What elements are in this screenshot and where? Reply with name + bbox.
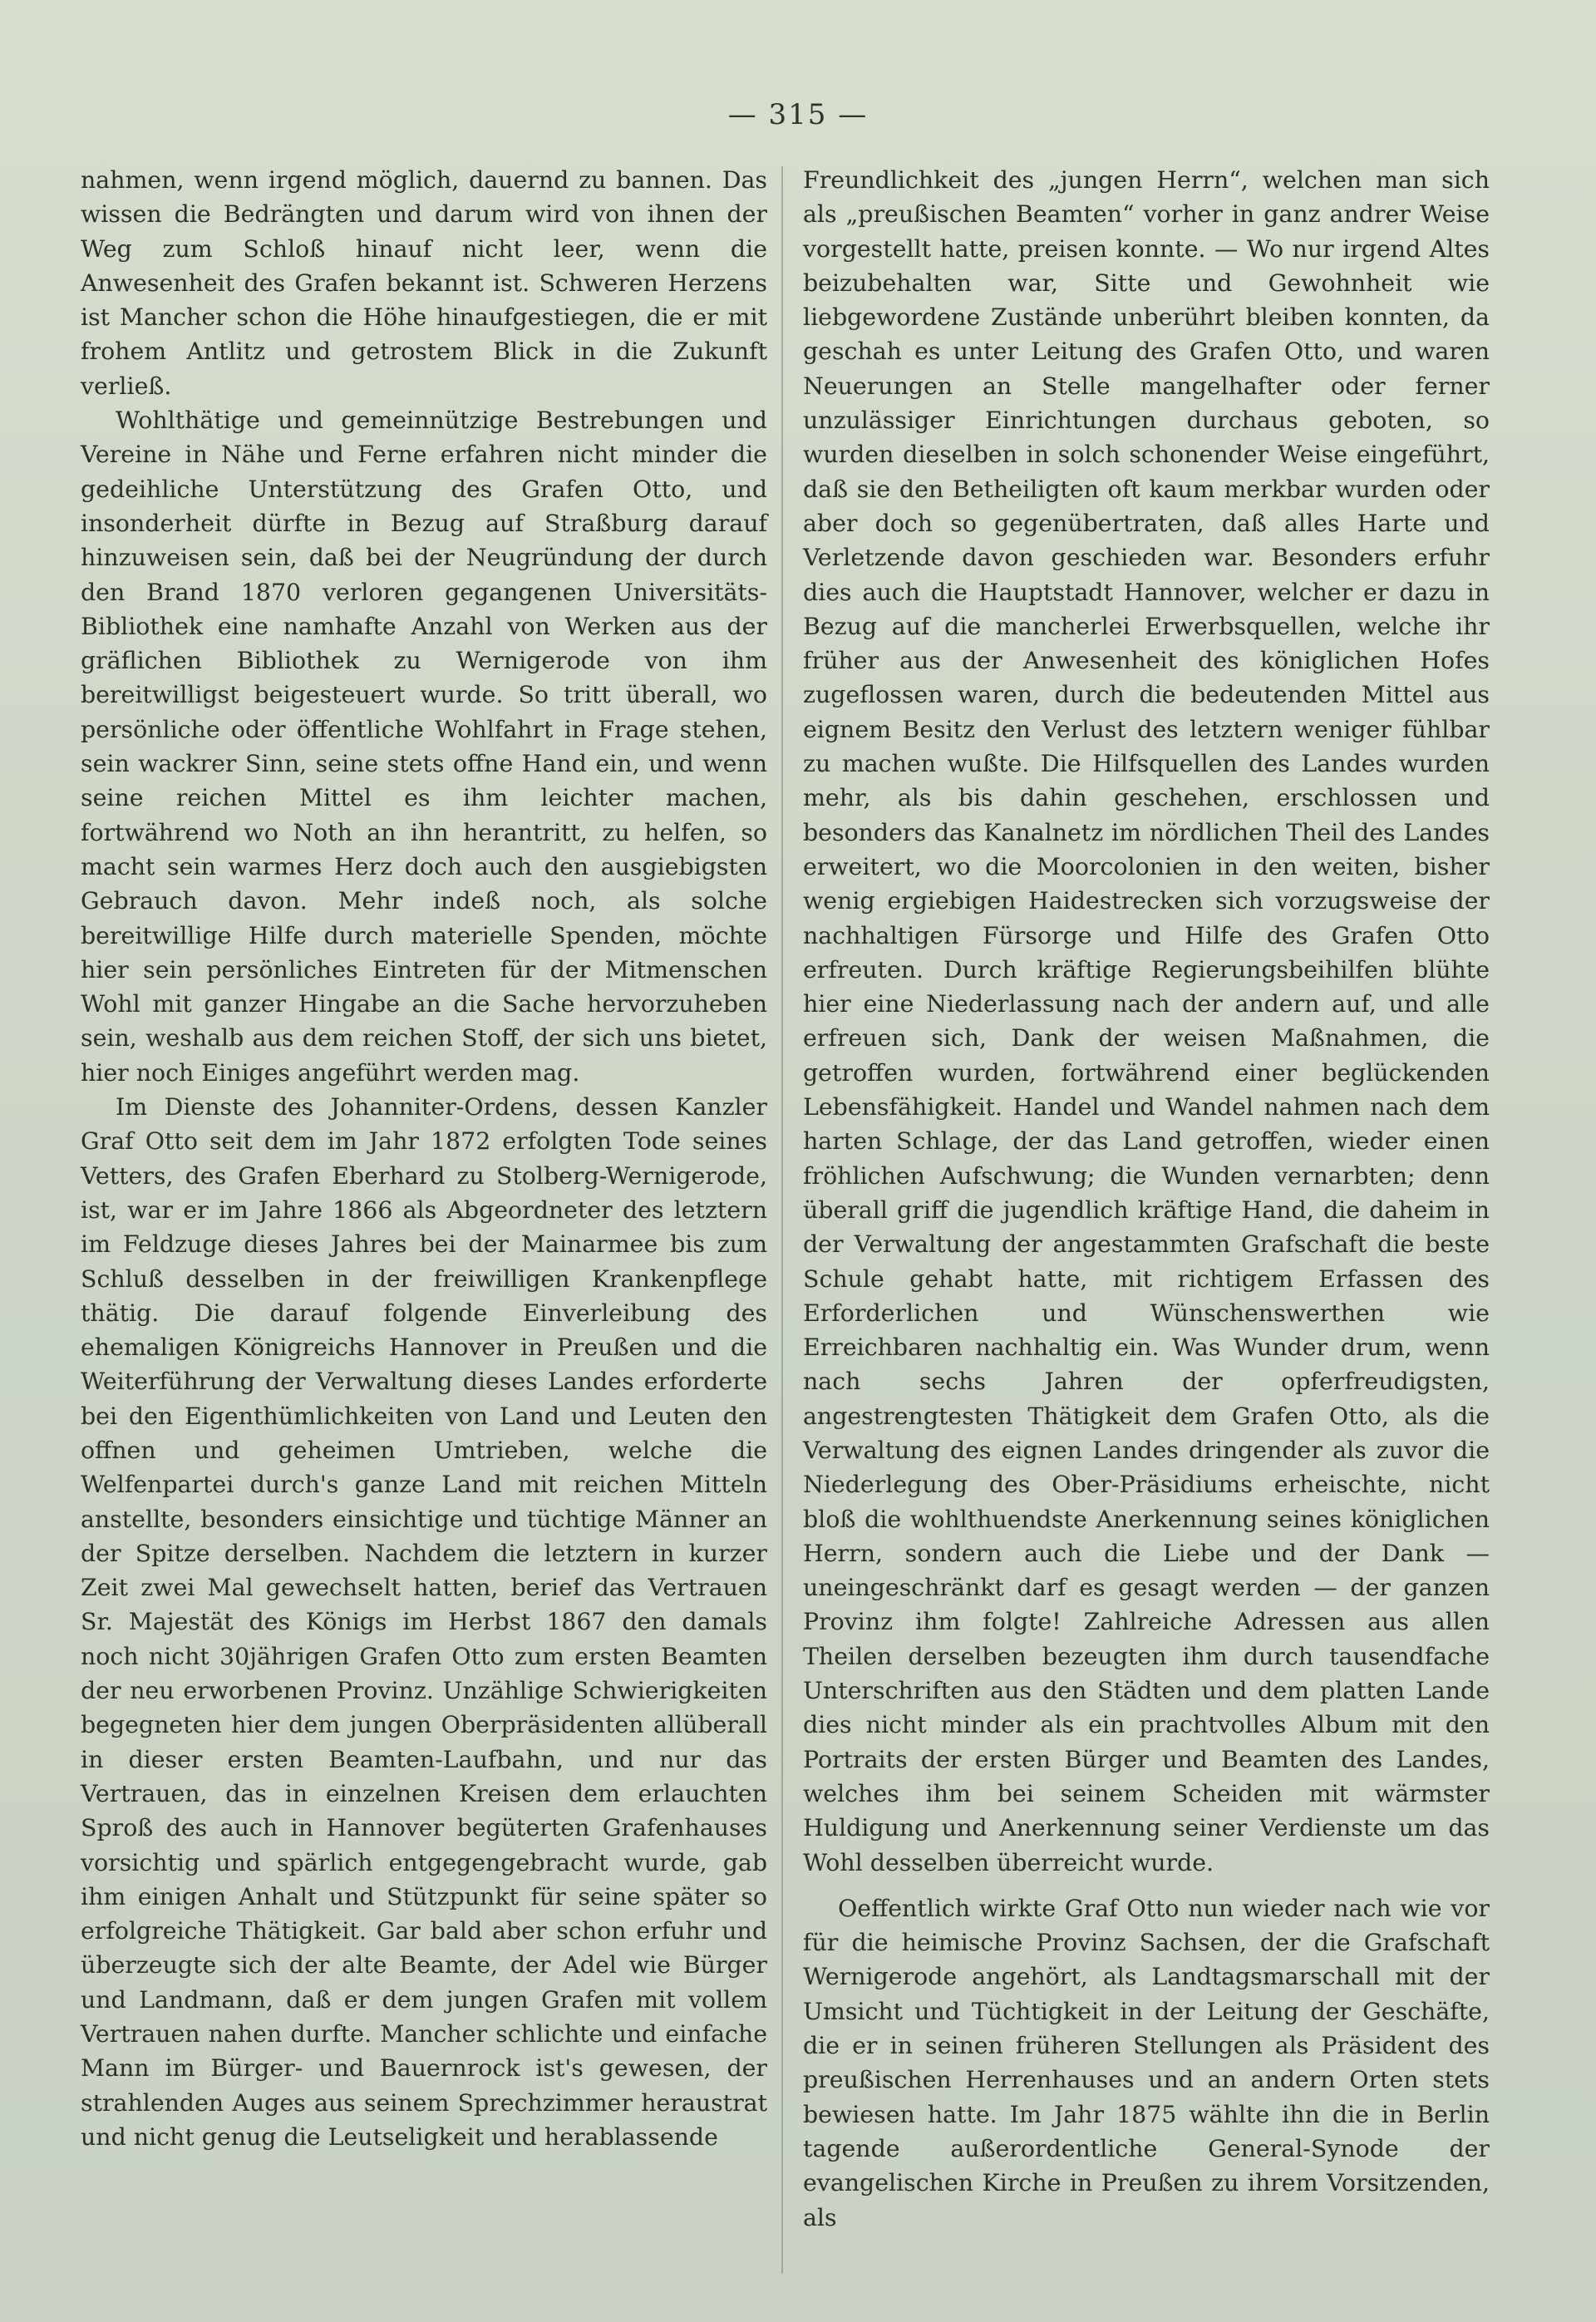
paragraph: Im Dienste des Johanniter-Ordens, dessen Kanzler Graf Otto seit dem im Jahr 1872 erfolgten Tode seines Vetters, des Grafen Eberhard zu Stolberg-Wernigerode, ist, war er im Jahre 1866 als Abgeordneter des letztern im Feldzuge dieses Jahres bei der Mainarmee bis zum Schluß desselben in der freiwilligen Krankenpflege thätig. Die darauf folgende Einverleibung des ehemaligen Königreichs Hannover in Preußen und die Weiterführung der Verwaltung dieses Landes erforderte bei den Eigenthümlichkeiten von Land und Leuten den offnen und geheimen Umtrieben, welche die Welfenpartei durch's ganze Land mit reichen Mitteln anstellte, besonders einsichtige und tüchtige Männer an der Spitze derselben. Nachdem die letztern in kurzer Zeit zwei Mal gewechselt hatten, berief das Vertrauen Sr. Majestät des Königs im Herbst 1867 den damals noch nicht 30jährigen Grafen Otto zum ersten Beamten der neu erworbenen Provinz. Unzählige Schwierigkeiten begegneten hier dem jungen Oberpräsidenten allüberall in dieser ersten Beamten-Laufbahn, und nur das Vertrauen, das in einzelnen Kreisen dem erlauchten Sproß des auch in Hannover begüterten Grafenhauses vorsichtig und spärlich entgegengebracht wurde, gab ihm einigen Anhalt und Stützpunkt für seine später so erfolgreiche Thätigkeit. Gar bald aber schon erfuhr und überzeugte sich der alte Beamte, der Adel wie Bürger und Landmann, daß er dem jungen Grafen mit vollem Vertrauen nahen durfte. Mancher schlichte und einfache Mann im Bürger- und Bauernrock ist's gewesen, der strahlenden Auges aus seinem Sprechzimmer heraustrat und nicht genug die Leutseligkeit und herablassende [81,1093,767,2151]
column-divider [781,166,783,2274]
paragraph: nahmen, wenn irgend möglich, dauernd zu bannen. Das wissen die Bedrängten und darum wird von ihnen der Weg zum Schloß hinauf nicht leer, wenn die Anwesenheit des Grafen bekannt ist. Schweren Herzens ist Mancher schon die Höhe hinaufgestiegen, die er mit frohem Antlitz und getrostem Blick in die Zukunft verließ. [81,166,767,400]
right-column [803,163,1490,2235]
left-column [81,163,767,2154]
paragraph: Wohlthätige und gemeinnützige Bestrebungen und Vereine in Nähe und Ferne erfahren nicht minder die gedeihliche Unterstützung des Grafen Otto, und insonderheit dürfte in Bezug auf Straßburg darauf hinzuweisen sein, daß bei der Neugründung der durch den Brand 1870 verloren gegangenen Universitäts-Bibliothek eine namhafte Anzahl von Werken aus der gräflichen Bibliothek zu Wernigerode von ihm bereitwilligst beigesteuert wurde. So tritt überall, wo persönliche oder öffentliche Wohlfahrt in Frage stehen, sein wackrer Sinn, seine stets offne Hand ein, und wenn seine reichen Mittel es ihm leichter machen, fortwährend wo Noth an ihn herantritt, zu helfen, so macht sein warmes Herz doch auch den ausgiebigsten Gebrauch davon. Mehr indeß noch, als solche bereitwillige Hilfe durch materielle Spenden, möchte hier sein persönliches Eintreten für der Mitmenschen Wohl mit ganzer Hingabe an die Sache hervorzuheben sein, weshalb aus dem reichen Stoff, der sich uns bietet, hier noch Einiges angeführt werden mag. [81,407,767,1087]
paragraph: Freundlichkeit des „jungen Herrn“, welchen man sich als „preußischen Beamten“ vorher in ganz andrer Weise vorgestellt hatte, preisen konnte. — Wo nur irgend Altes beizubehalten war, Sitte und Gewohnheit wie liebgewordene Zustände unberührt bleiben konnten, da geschah es unter Leitung des Grafen Otto, und waren Neuerungen an Stelle mangelhafter oder ferner unzulässiger Einrichtungen durchaus geboten, so wurden dieselben in solch schonender Weise eingeführt, daß sie den Betheiligten oft kaum merkbar wurden oder aber doch so gegenübertraten, daß alles Harte und Verletzende davon geschieden war. Besonders erfuhr dies auch die Hauptstadt Hannover, welcher er dazu in Bezug auf die mancherlei Erwerbsquellen, welche ihr früher aus der Anwesenheit des königlichen Hofes zugeflossen waren, durch die bedeutenden Mittel aus eignem Besitz den Verlust des letztern weniger fühlbar zu machen wußte. Die Hilfsquellen des Landes wurden mehr, als bis dahin geschehen, erschlossen und besonders das Kanalnetz im nördlichen Theil des Landes erweitert, wo die Moorcolonien in den weiten, bisher wenig ergiebigen Haidestrecken sich vorzugsweise der nachhaltigen Fürsorge und Hilfe des Grafen Otto erfreuten. Durch kräftige Regierungsbeihilfen blühte hier eine Niederlassung nach der andern auf, und alle erfreuen sich, Dank der weisen Maßnahmen, die getroffen wurden, fortwährend einer beglückenden Lebensfähigkeit. Handel und Wandel nahmen nach dem harten Schlage, der das Land getroffen, wieder einen fröhlichen Aufschwung; die Wunden vernarbten; denn überall griff die jugendlich kräftige Hand, die daheim in der Verwaltung der angestammten Grafschaft die beste Schule gehabt hatte, mit richtigem Erfassen des Erforderlichen und Wünschenswerthen wie Erreichbaren nachhaltig ein. Was Wunder drum, wenn nach sechs Jahren der opferfreudigsten, angestrengtesten Thätigkeit dem Grafen Otto, als die Verwaltung des eignen Landes dringender als zuvor die Niederlegung des Ober-Präsidiums erheischte, nicht bloß die wohlthuendste Anerkennung seines königlichen Herrn, sondern auch die Liebe und der Dank — uneingeschränkt darf es gesagt werden — der ganzen Provinz ihm folgte! Zahlreiche Adressen aus allen Theilen derselben bezeugten ihm durch tausendfache Unterschriften aus den Städten und dem platten Lande dies nicht minder als ein prachtvolles Album mit den Portraits der ersten Bürger und Beamten des Landes, welches ihm bei seinem Scheiden mit wärmster Huldigung und Anerkennung seiner Verdienste um das Wohl desselben überreicht wurde. [803,166,1490,1876]
paragraph: Oeffentlich wirkte Graf Otto nun wieder nach wie vor für die heimische Provinz Sachsen, der die Grafschaft Wernigerode angehört, als Landtagsmarschall mit der Umsicht und Tüchtigkeit in der Leitung der Geschäfte, die er in seinen früheren Stellungen als Präsident des preußischen Herrenhauses und an andern Orten stets bewiesen hatte. Im Jahr 1875 wählte ihn die in Berlin tagende außerordentliche General-Synode der evangelischen Kirche in Preußen zu ihrem Vorsitzenden, als [803,1894,1490,2231]
page-number: — 315 — [727,98,869,131]
